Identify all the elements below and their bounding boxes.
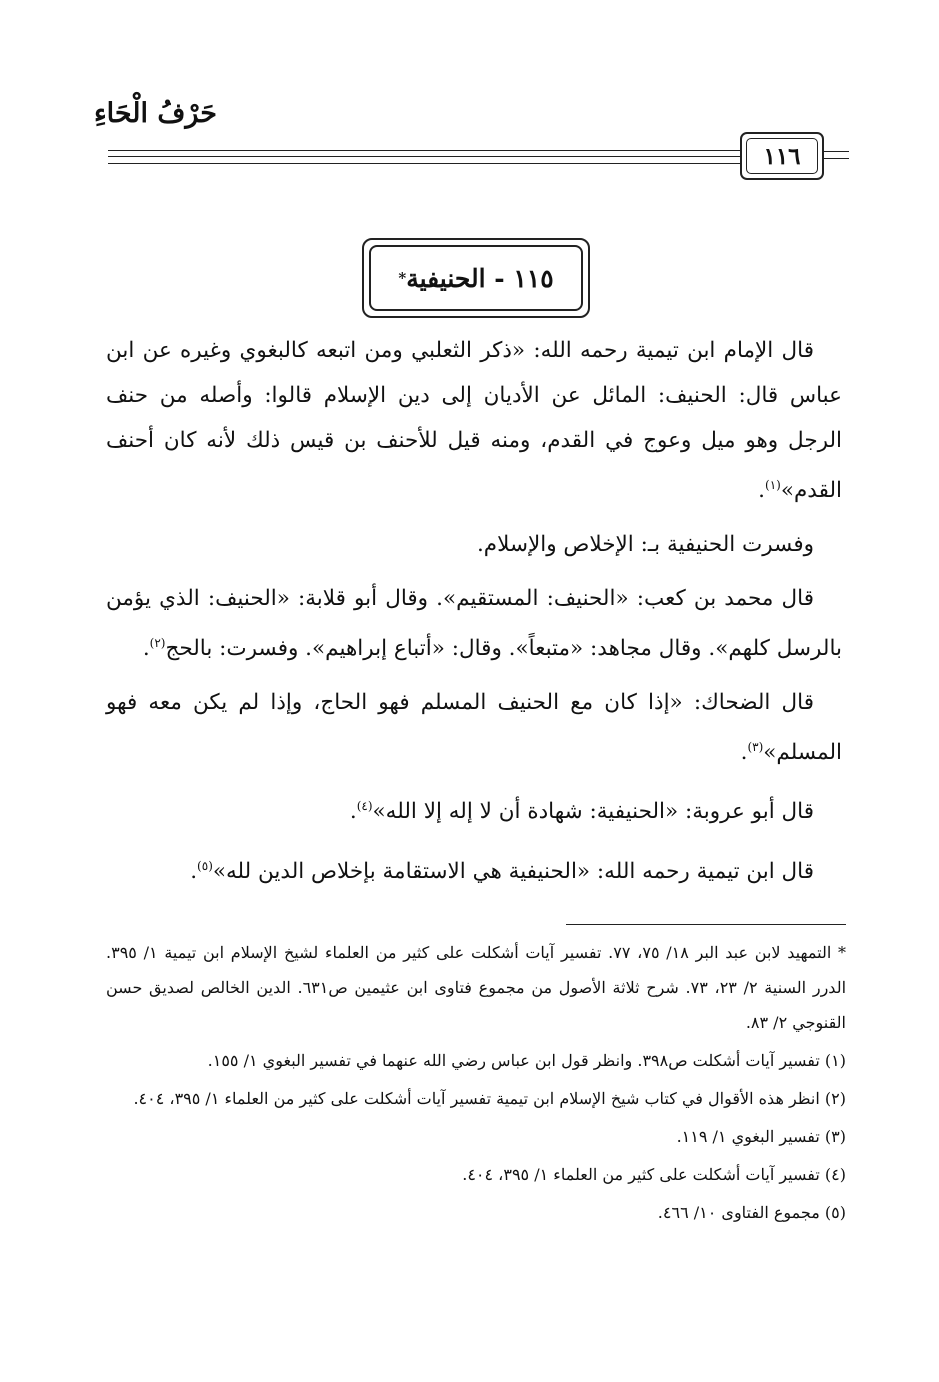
footnote-ref: (٢) [149, 636, 166, 651]
footnote-separator [566, 924, 846, 925]
body-paragraph: قال الضحاك: «إذا كان مع الحنيف المسلم فهو الحاج، وإذا لم يكن معه فهو المسلم»$^{(٣)}$. [106, 690, 842, 766]
entry-separator: - [485, 263, 514, 293]
entry-heading-frame [362, 238, 590, 318]
footnote: (١) تفسير آيات أشكلت ص٣٩٨. وانظر قول ابن عباس رضي الله عنهما في تفسير البغوي ١/ ١٥٥. [207, 1051, 846, 1070]
body-paragraph: قال أبو عروبة: «الحنيفية: شهادة أن لا إله إلا الله»$^{(٤)}$. [349, 799, 814, 825]
footnote: * التمهيد لابن عبد البر ١٨/ ٧٥، ٧٧. تفسير آيات أشكلت على كثير من العلماء لشيخ الإسلام ابن تيمية ١/ ٣٩٥. الدرر السنية ٢/ ٢٣، ٧٣. شرح ثلاثة الأصول من مجموع فتاوى ابن عثيمين ص٦٣١. الدين الخالص لصديق حسن القنوجي ٢/ ٨٣. [106, 943, 847, 1032]
entry-heading [369, 245, 583, 311]
entry-number: ١١٥ [513, 263, 554, 293]
body-paragraph: وفسرت الحنيفية بـ: الإخلاص والإسلام. [476, 532, 814, 558]
header-rule-right-top [823, 151, 849, 152]
body-paragraph: قال الإمام ابن تيمية رحمه الله: «ذكر الثعلبي ومن اتبعه كالبغوي وغيره عن ابن عباس قال: الحنيف: المائل عن الأديان إلى دين الإسلام قالوا: وأصله من حنف الرجل وهو ميل وعوج في القدم، ومنه قيل للأحنف بن قيس ذلك لأنه كان أحنف القدم»$^{(١)}$. [106, 338, 842, 504]
body-paragraph: قال محمد بن كعب: «الحنيف: المستقيم». وقال أبو قلابة: «الحنيف: الذي يؤمن بالرسل كلهم». وقال مجاهد: «متبعاً». وقال: «أتباع إبراهيم». وفسرت: بالحج$^{(٢)}$. [106, 586, 842, 662]
header-rule-right-bottom [823, 158, 849, 159]
footnote: (٣) تفسير البغوي ١/ ١١٩. [676, 1127, 846, 1146]
footnote: (٤) تفسير آيات أشكلت على كثير من العلماء ١/ ٣٩٥، ٤٠٤. [462, 1165, 846, 1184]
footnote-ref: (٣) [747, 740, 764, 755]
footnote-ref: (٤) [356, 799, 373, 814]
footnotes [106, 935, 846, 1233]
footnote-ref: (١) [765, 478, 781, 492]
footnote-ref: (٥) [197, 858, 213, 873]
header-rule-middle [108, 156, 740, 157]
header-rule-bottom [108, 163, 740, 164]
page-number-frame [740, 132, 824, 180]
entry-title: الحنيفية [406, 263, 486, 293]
entry-title-footnote-mark: * [398, 269, 407, 287]
footnote: (٥) مجموع الفتاوى ١٠/ ٤٦٦. [657, 1203, 846, 1222]
page-number: ١١٦ [746, 138, 818, 174]
running-title: حَرْفُ الْحَاءِ [93, 98, 217, 129]
entry-body [106, 328, 842, 903]
body-paragraph: قال ابن تيمية رحمه الله: «الحنيفية هي الاستقامة بإخلاص الدين لله»$^{(٥)}$. [190, 858, 814, 884]
header-rule-top [108, 150, 740, 151]
footnote: (٢) انظر هذه الأقوال في كتاب شيخ الإسلام ابن تيمية تفسير آيات أشكلت على كثير من العلماء ١/ ٣٩٥، ٤٠٤. [133, 1089, 846, 1108]
